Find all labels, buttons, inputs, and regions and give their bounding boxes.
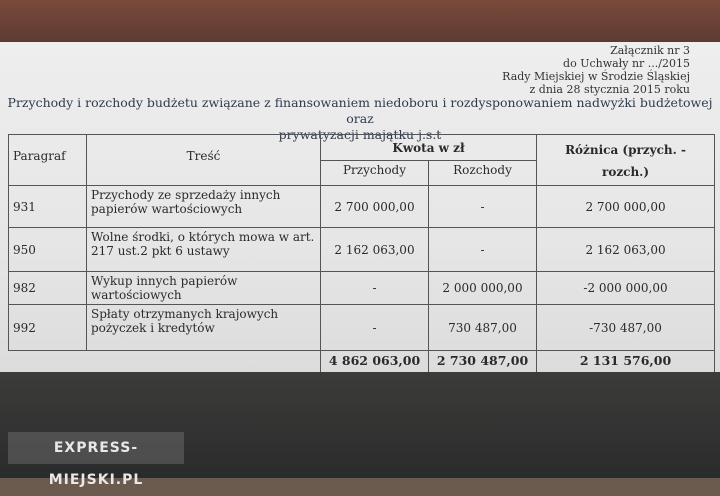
- watermark-logo: EXPRESS-MIEJSKI.PL: [8, 432, 184, 464]
- total-przychody: 4 862 063,00: [321, 351, 429, 377]
- row-roznica: -730 487,00: [537, 305, 715, 351]
- council-name: Rady Miejskiej w Środzie Śląskiej: [502, 70, 690, 83]
- row-roznica: 2 162 063,00: [537, 228, 715, 272]
- document-date: z dnia 28 stycznia 2015 roku: [529, 83, 690, 96]
- table-row: [9, 305, 715, 351]
- table-row: [9, 272, 715, 305]
- header-rozchody: Rozchody: [429, 160, 537, 186]
- row-przychody: -: [321, 272, 429, 305]
- row-paragraf: 931: [9, 186, 87, 228]
- row-rozchody: -: [429, 228, 537, 272]
- row-przychody: 2 700 000,00: [321, 186, 429, 228]
- row-przychody: 2 162 063,00: [321, 228, 429, 272]
- document-header: [502, 44, 690, 96]
- resolution-number: do Uchwały nr .../2015: [563, 57, 690, 70]
- header-roznica-line-2: rozch.): [602, 165, 650, 179]
- row-tresc: Spłaty otrzymanych krajowych pożyczek i kredytów: [87, 305, 321, 351]
- projection-screen: [0, 42, 720, 374]
- total-roznica: 2 131 576,00: [537, 351, 715, 377]
- header-roznica-line-1: Różnica (przych. -: [565, 143, 686, 157]
- header-przychody: Przychody: [321, 160, 429, 186]
- table-row: [9, 228, 715, 272]
- title-line-1: Przychody i rozchody budżetu związane z finansowaniem niedoboru i rozdysponowaniem nadwyżki budżetowej oraz: [7, 95, 713, 126]
- budget-table: [8, 134, 715, 377]
- header-tresc: Treść: [87, 135, 321, 186]
- background-wall-top: [0, 0, 720, 44]
- table-row: [9, 186, 715, 228]
- row-roznica: 2 700 000,00: [537, 186, 715, 228]
- header-kwota: Kwota w zł: [321, 135, 537, 161]
- row-paragraf: 982: [9, 272, 87, 305]
- attachment-number: Załącznik nr 3: [610, 44, 690, 57]
- header-paragraf: Paragraf: [9, 135, 87, 186]
- row-rozchody: 2 000 000,00: [429, 272, 537, 305]
- row-tresc: Przychody ze sprzedaży innych papierów wartościowych: [87, 186, 321, 228]
- title-line-2: prywatyzacji majątku j.s.t: [278, 127, 442, 142]
- row-roznica: -2 000 000,00: [537, 272, 715, 305]
- row-paragraf: 950: [9, 228, 87, 272]
- header-roznica: [537, 135, 715, 186]
- row-rozchody: -: [429, 186, 537, 228]
- row-przychody: -: [321, 305, 429, 351]
- total-rozchody: 2 730 487,00: [429, 351, 537, 377]
- row-paragraf: 992: [9, 305, 87, 351]
- row-tresc: Wolne środki, o których mowa w art. 217 ust.2 pkt 6 ustawy: [87, 228, 321, 272]
- row-tresc: Wykup innych papierów wartościowych: [87, 272, 321, 305]
- row-rozchody: 730 487,00: [429, 305, 537, 351]
